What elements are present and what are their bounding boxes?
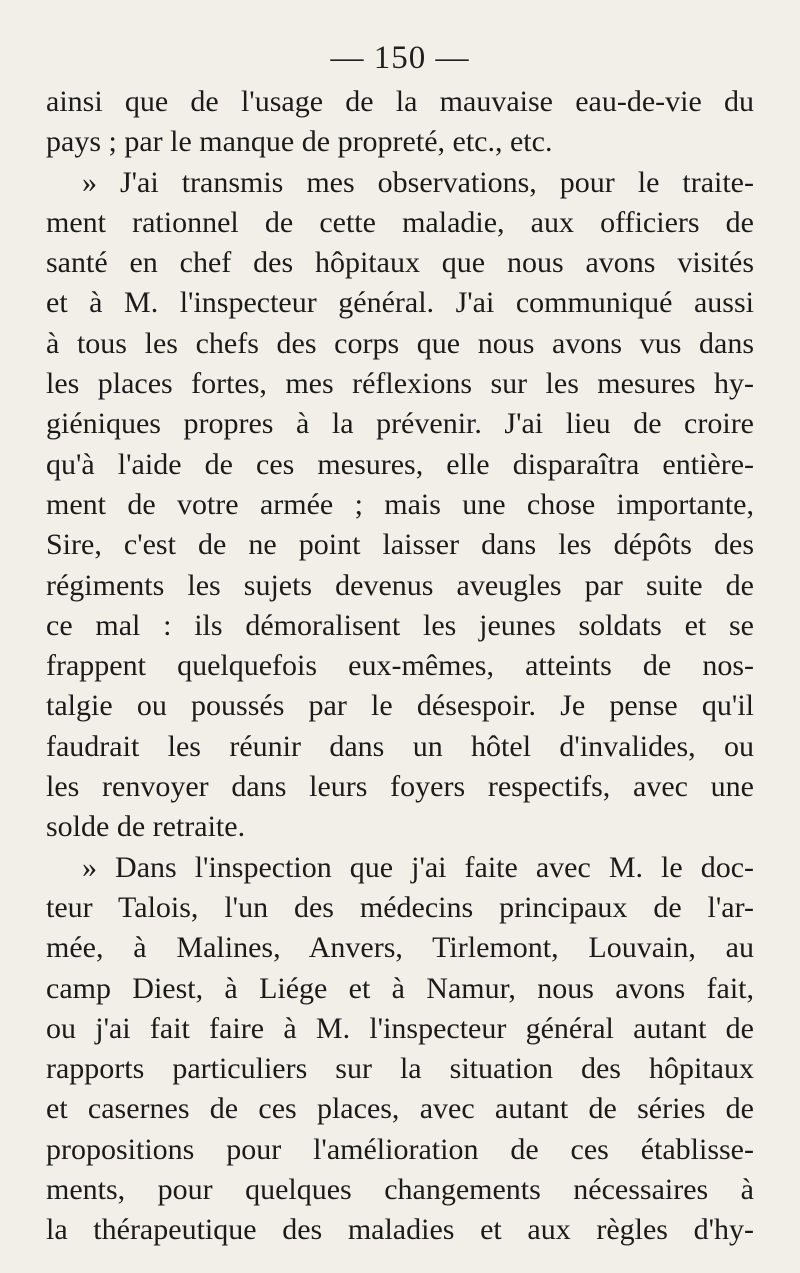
- text-line: pays ; par le manque de propreté, etc., etc.: [46, 125, 553, 159]
- text-line: qu'à l'aide de ces mesures, elle disparaîtra entière-: [46, 447, 754, 481]
- text-line: santé en chef des hôpitaux que nous avons visités: [46, 246, 754, 280]
- text-line: propositions pour l'amélioration de ces établisse-: [46, 1132, 754, 1166]
- text-line: ainsi que de l'usage de la mauvaise eau-de-vie du: [46, 85, 754, 118]
- text-line: les renvoyer dans leurs foyers respectifs, avec une: [46, 770, 754, 804]
- text-line: rapports particuliers sur la situation des hôpitaux: [46, 1052, 754, 1086]
- text-line: talgie ou poussés par le désespoir. Je pense qu'il: [46, 689, 754, 723]
- text-line: ment de votre armée ; mais une chose importante,: [46, 487, 754, 521]
- text-line: mée, à Malines, Anvers, Tirlemont, Louvain, au: [46, 931, 754, 965]
- text-line: et à M. l'inspecteur général. J'ai communiqué aussi: [46, 286, 754, 320]
- text-line: ce mal : ils démoralisent les jeunes soldats et se: [46, 608, 754, 642]
- text-line: et casernes de ces places, avec autant de séries de: [46, 1092, 754, 1126]
- text-line: Sire, c'est de ne point laisser dans les dépôts des: [46, 528, 754, 562]
- text-line: à tous les chefs des corps que nous avons vus dans: [46, 326, 754, 360]
- text-line: » Dans l'inspection que j'ai faite avec M. le doc-: [82, 850, 754, 884]
- text-line: la thérapeutique des maladies et aux règles d'hy-: [46, 1213, 754, 1247]
- text-line: » J'ai transmis mes observations, pour le traite-: [82, 165, 754, 199]
- body-text: [46, 82, 754, 1251]
- text-line: faudrait les réunir dans un hôtel d'invalides, ou: [46, 729, 754, 763]
- text-line: giéniques propres à la prévenir. J'ai lieu de croire: [46, 407, 754, 441]
- text-line: régiments les sujets devenus aveugles par suite de: [46, 568, 754, 602]
- text-line: frappent quelquefois eux-mêmes, atteints de nos-: [46, 649, 754, 683]
- page-number: — 150 —: [330, 40, 470, 76]
- text-line: ments, pour quelques changements nécessaires à: [46, 1173, 754, 1207]
- text-line: ou j'ai fait faire à M. l'inspecteur général autant de: [46, 1011, 754, 1045]
- text-line: les places fortes, mes réflexions sur les mesures hy-: [46, 367, 754, 401]
- text-line: solde de retraite.: [46, 810, 246, 844]
- text-line: camp Diest, à Liége et à Namur, nous avons fait,: [46, 971, 754, 1005]
- text-line: ment rationnel de cette maladie, aux officiers de: [46, 205, 754, 239]
- text-line: teur Talois, l'un des médecins principaux de l'ar-: [46, 890, 754, 924]
